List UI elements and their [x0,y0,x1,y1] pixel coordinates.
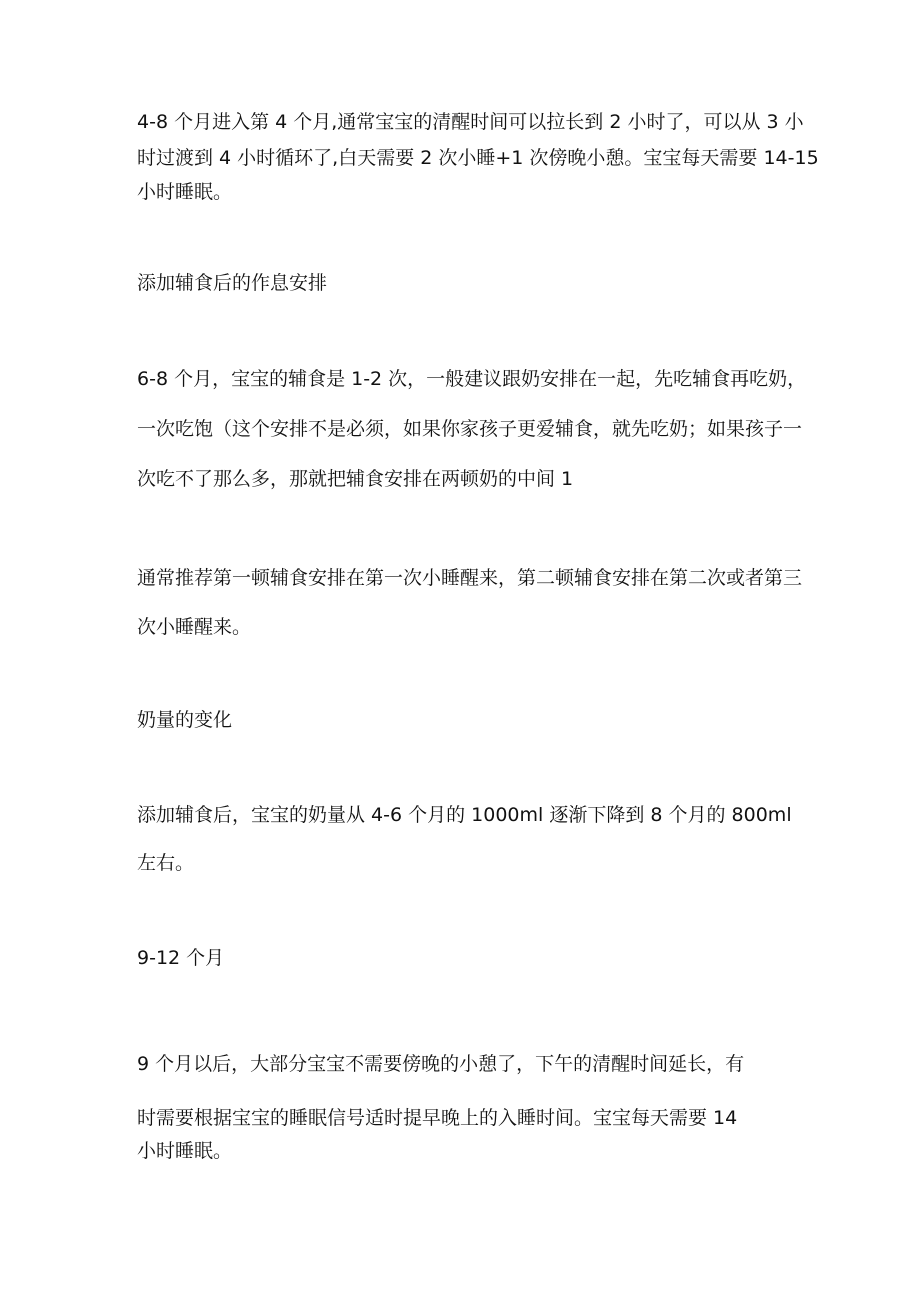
paragraph-milk-line-2: 左右。 [137,852,195,874]
paragraph-6-8-months-line-2: 一次吃饱（这个安排不是必须，如果你家孩子更爱辅食，就先吃奶；如果孩子一 [137,418,803,440]
paragraph-6-8-months-line-3: 次吃不了那么多，那就把辅食安排在两顿奶的中间 1 [137,468,574,490]
paragraph-9-months-line-1: 9 个月以后，大部分宝宝不需要傍晚的小憩了，下午的清醒时间延长，有 [137,1053,745,1075]
paragraph-4-8-months-line-3: 小时睡眠。 [137,181,233,203]
paragraph-6-8-months-line-1: 6-8 个月，宝宝的辅食是 1-2 次，一般建议跟奶安排在一起，先吃辅食再吃奶， [137,368,807,390]
paragraph-recommendation-line-1: 通常推荐第一顿辅食安排在第一次小睡醒来，第二顿辅食安排在第二次或者第三 [137,567,803,589]
paragraph-sleep-signals-line-1: 时需要根据宝宝的睡眠信号适时提早晚上的入睡时间。宝宝每天需要 14 [137,1107,738,1129]
section-heading-9-12-months: 9-12 个月 [137,947,225,969]
paragraph-4-8-months-line-2: 时过渡到 4 小时循环了,白天需要 2 次小睡+1 次傍晚小憩。宝宝每天需要 14-15 [137,147,819,169]
paragraph-milk-line-1: 添加辅食后，宝宝的奶量从 4-6 个月的 1000ml 逐渐下降到 8 个月的 800ml [137,804,792,826]
paragraph-recommendation-line-2: 次小睡醒来。 [137,616,252,638]
paragraph-4-8-months-line-1: 4-8 个月进入第 4 个月,通常宝宝的清醒时间可以拉长到 2 小时了，可以从 3 小 [137,111,804,133]
section-heading-milk: 奶量的变化 [137,709,233,731]
paragraph-sleep-signals-line-2: 小时睡眠。 [137,1140,233,1162]
section-heading-schedule: 添加辅食后的作息安排 [137,272,328,294]
